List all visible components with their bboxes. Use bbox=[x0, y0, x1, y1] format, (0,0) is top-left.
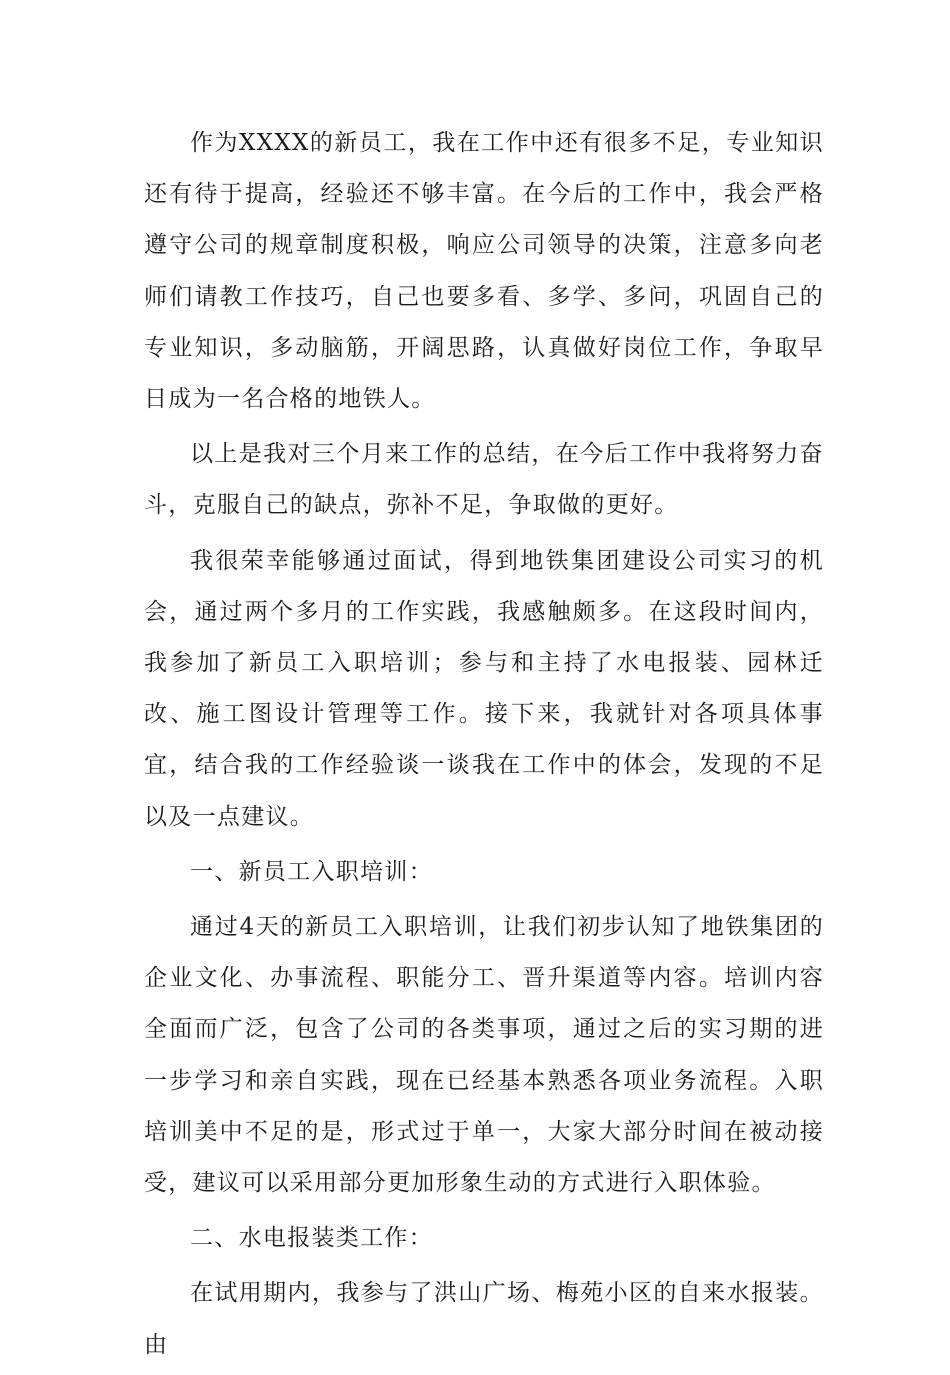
section-heading-onboarding: 一、新员工入职培训： bbox=[190, 858, 433, 885]
paragraph-internship-intro: 我很荣幸能够通过面试，得到地铁集团建设公司实习的机会，通过两个多月的工作实践，我感触颇多。在这段时间内，我参加了新员工入职培训；参与和主持了水电报装、园林迁改、施工图设计管理等工作。接下来，我就针对各项具体事宜，结合我的工作经验谈一谈我在工作中的体会，发现的不足以及一点建议。 bbox=[144, 547, 824, 830]
paragraph-summary-closing: 以上是我对三个月来工作的总结，在今后工作中我将努力奋斗，克服自己的缺点，弥补不足，争取做的更好。 bbox=[144, 441, 824, 519]
paragraph-self-assessment: 作为XXXX的新员工，我在工作中还有很多不足，专业知识还有待于提高，经验还不够丰富。在今后的工作中，我会严格遵守公司的规章制度积极，响应公司领导的决策，注意多向老师们请教工作技巧，自己也要多看、多学、多问，巩固自己的专业知识，多动脑筋，开阔思路，认真做好岗位工作，争取早日成为一名合格的地铁人。 bbox=[144, 130, 824, 413]
paragraph-onboarding-training: 通过4天的新员工入职培训，让我们初步认知了地铁集团的企业文化、办事流程、职能分工、晋升渠道等内容。培训内容全面而广泛，包含了公司的各类事项，通过之后的实习期的进一步学习和亲自实践，现在已经基本熟悉各项业务流程。入职培训美中不足的是，形式过于单一，大家大部分时间在被动接受，建议可以采用部分更加形象生动的方式进行入职体验。 bbox=[144, 914, 824, 1197]
paragraph-utilities-work: 在试用期内，我参与了洪山广场、梅苑小区的自来水报装。由 bbox=[144, 1280, 824, 1358]
section-heading-utilities: 二、水电报装类工作： bbox=[190, 1225, 433, 1252]
document-body bbox=[144, 118, 824, 1375]
